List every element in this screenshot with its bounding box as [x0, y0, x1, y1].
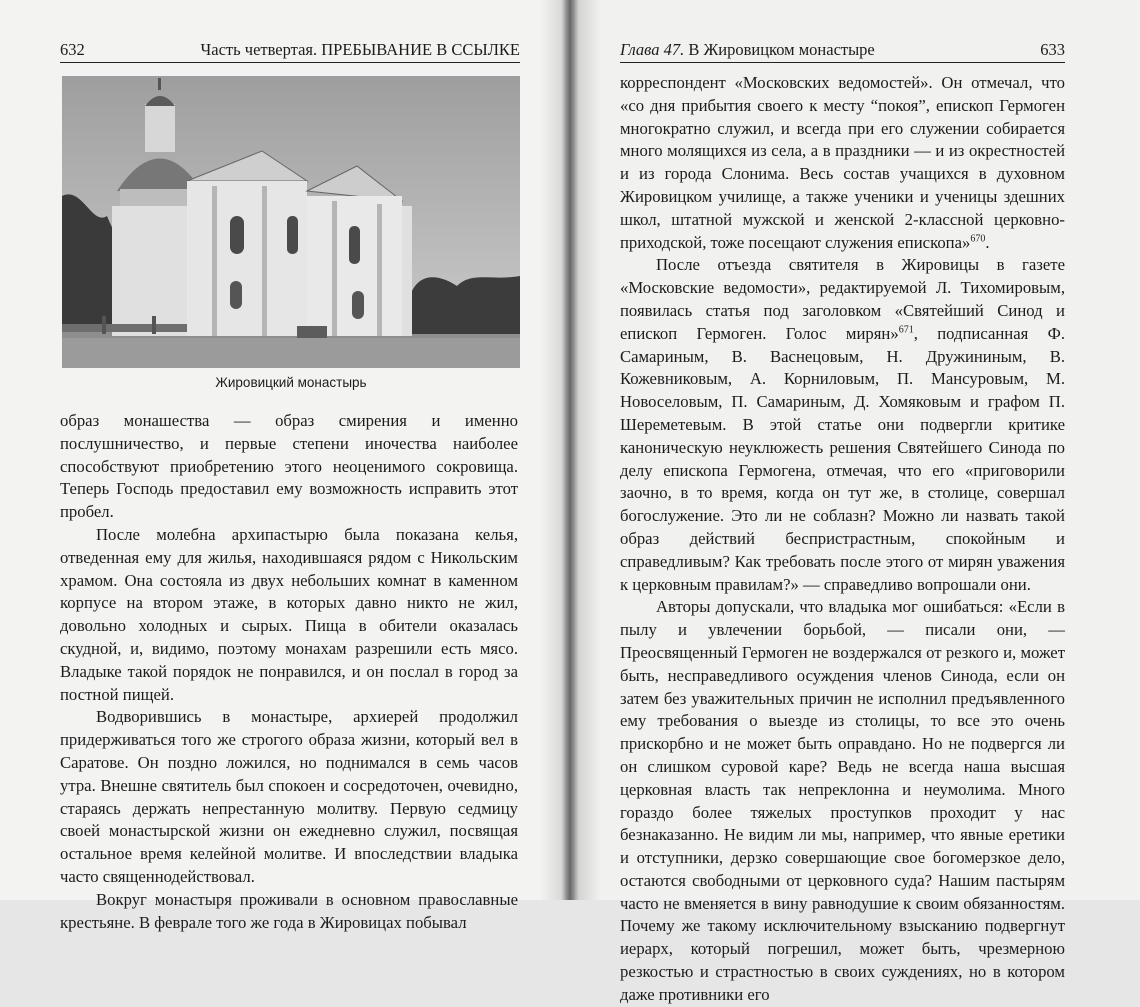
monastery-photo — [62, 76, 520, 368]
right-page — [575, 0, 1140, 1004]
left-paragraph-4: Вокруг монастыря проживали в основном православные крестьяне. В феврале того же года в Жировицах побывал — [60, 889, 518, 932]
photo-caption: Жировицкий монастырь — [215, 375, 367, 390]
left-paragraph-3: Водворившись в монастыре, архиерей продолжил придерживаться того же строгого образа жизни, который вел в Саратове. Он поздно ложился, но поднимался в семь часов утра. Внешне святитель был спокоен и сосредоточен, очевидно, стараясь держать непрестанную молитву. Первую седмицу своей монастырской жизни он ежедневно служил, посвящая остальное время келейной молитве. И впоследствии владыка часто священнодействовал. — [60, 707, 518, 886]
left-paragraph-2: После молебна архипастырю была показана келья, отведенная ему для жилья, находившаяся рядом с Никольским храмом. Она состояла из двух небольших комнат в каменном корпусе на втором этаже, в которых давно никто не жил, довольно холодных и сырых. Пища в обители оказалась скудной, и, видимо, поэтому монахам разрешили есть мясо. Владыке такой порядок не понравился, и он послал в город за постной пищей. — [60, 524, 518, 704]
right-paragraph-1: корреспондент «Московских ведомостей». Он отмечал, что «со дня прибытия своего к месту “покоя”, епископ Гермоген многократно служил, и всегда при его служении собирается много молящихся из села, а в праздники — и из окрестностей и из города Слонима. Весь состав учащихся в духовном Жировицком училище, а также ученики и ученицы здешних школ, штатной мужской и женской 2-классной церковно-приходской, тоже посещают служения епископа»$^{670}$. — [620, 73, 1065, 252]
right-running-head — [620, 38, 1065, 63]
right-page-number: 633 — [1040, 40, 1065, 59]
right-paragraph-3: Авторы допускали, что владыка мог ошибаться: «Если в пылу и увлечении борьбой, — писали они, — Преосвященный Гермоген не воздержался от резкого и, может быть, несправедливого осуждения членов Синода, если он затем без уважительных причин не исполнил предъявленного ему требования о выезде из столицы, то все это очень прискорбно и не может быть оправдано. Но не подвергся ли он слишком суровой каре? Ведь не всегда наша высшая церковная власть так непреклонна и неумолима. Много гораздо более тяжелых проступков проходит у нас безнаказанно. Не видим ли мы, например, что явные еретики и отступники, дерзко совершающие свое богомерзкое дело, остаются свободными от церковного суда? Нашим пастырям часто не вменяется в вину равнодушие к своим обязанностям. Почему же такому исключительному взысканию подвергнут иерарх, который погрешил, может быть, чрезмерною резкостью и страстностью в своих суждениях, но в котором даже противники его — [620, 597, 1065, 1004]
left-page — [0, 0, 565, 932]
right-running-title — [620, 40, 875, 60]
chapter-number: Глава 47. — [620, 40, 685, 59]
right-paragraph-2 — [620, 254, 1065, 596]
left-running-title: Часть четвертая. ПРЕБЫВАНИЕ В ССЫЛКЕ — [200, 40, 520, 59]
right-paragraph-2-text-b: , подписанная Ф. Самариным, В. Васнецовым, Н. Дружининым, В. Кожевниковым, А. Корниловым, П. Мансуровым, М. Новоселовым, П. Самариным, Д. Хомяковым и графом П. Шереметевым. В этой статье они подвергли критике каноническую неуклюжесть решения Святейшего Синода по делу епископа Гермогена, отмечая, что его «приговорили заочно, в то время, когда он тут же, в столице, совершал богослужение. Это ли не соблазн? Можно ли назвать такой образ действий беспристрастным, спокойным и справедливым? Как требовать после этого от мирян уважения к церковным правилам?» — справедливо вопрошали они. — [620, 323, 1065, 594]
right-body-text — [620, 72, 1065, 1007]
right-paragraph-2-text-a: После отъезда святителя в Жировицы в газете «Московские ведомости», редактируемой Л. Тихомировым, появилась статья под заголовком «Святейший Синод и епископ Гермоген. Голос мирян» — [620, 255, 1065, 343]
left-running-head — [60, 38, 520, 63]
footnote-ref-670[interactable]: 670 — [970, 233, 986, 245]
left-page-number: 632 — [60, 40, 85, 59]
right-paragraph-1-text: корреспондент «Московских ведомостей». Он отмечал, что «со дня прибытия своего к месту “покоя”, епископ Гермоген многократно служил, и всегда при его служении собирается много молящихся из села, а в праздники — и из окрестностей и из города Слонима. Весь состав учащихся в духовном Жировицком училище, а также ученики и ученицы здешних школ, штатной мужской и женской 2-классной церковно-приходской, тоже посещают служения епископа» — [620, 73, 1065, 252]
left-paragraph-1: образ монашества — образ смирения и именно послушничество, и первые степени иночества наиболее способствуют приобретению этого неоценимого сокровища. Теперь Господь предоставил ему возможность исправить этот пробел. — [60, 411, 518, 522]
left-body-text — [60, 410, 518, 934]
book-gutter — [540, 0, 600, 900]
chapter-title: В Жировицком монастыре — [688, 40, 875, 59]
footnote-ref-671[interactable]: 671 — [898, 324, 914, 336]
